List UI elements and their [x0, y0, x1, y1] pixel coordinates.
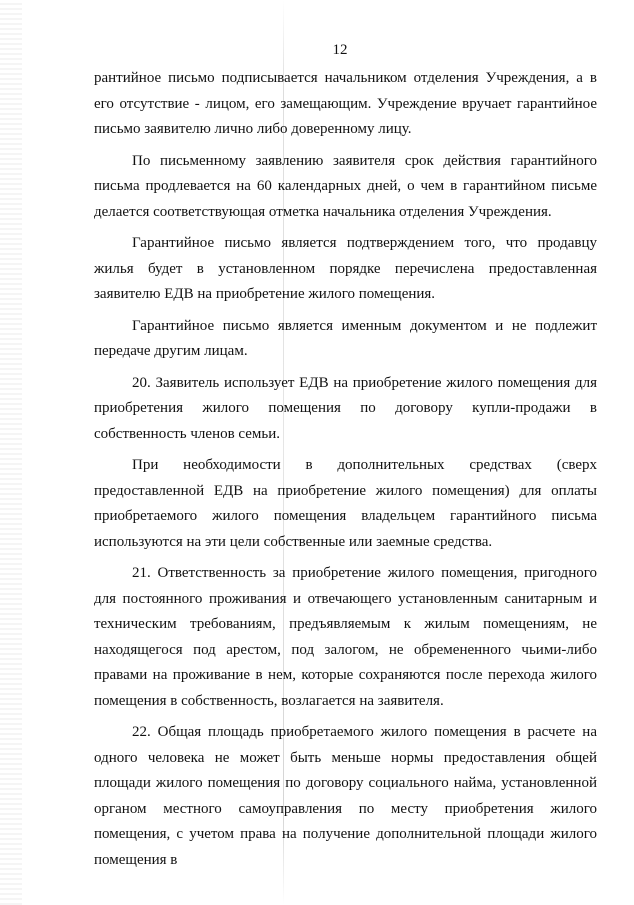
paragraph: Гарантийное письмо является подтверждением того, что продавцу жилья будет в установленном порядке перечислена предоставленная заявителю ЕДВ на приобретение жилого помещения. [94, 235, 597, 302]
paragraph: 20. Заявитель использует ЕДВ на приобретение жилого помещения для приобретения жилого помещения по договору купли-продажи в собственность членов семьи. [94, 374, 597, 442]
paragraph: Гарантийное письмо является именным документом и не подлежит передаче другим лицам. [94, 317, 597, 359]
paragraph: рантийное письмо подписывается начальником отделения Учреждения, а в его отсутствие - лицом, его замещающим. Учреждение вручает гарантийное письмо заявителю лично либо доверенному лицу. [94, 70, 597, 137]
paragraph: 22. Общая площадь приобретаемого жилого помещения в расчете на одного человека не может быть меньше нормы предоставления общей площади жилого помещения по договору социального найма, установленной органом местного самоуправления по месту приобретения жилого помещения, с учетом права на получение дополнительной площади жилого помещения в [94, 724, 597, 868]
document-body [94, 66, 597, 879]
page-number: 12 [332, 42, 348, 58]
paragraph: По письменному заявлению заявителя срок действия гарантийного письма продлевается на 60 календарных дней, о чем в гарантийном письме делается соответствующая отметка начальника отделения Учреждения. [94, 152, 597, 220]
scan-edge-artifact [0, 0, 22, 905]
paragraph: 21. Ответственность за приобретение жилого помещения, пригодного для постоянного проживания и отвечающего установленным санитарным и техническим требованиям, предъявляемым к жилым помещениям, не находящегося под арестом, под залогом, не обремененного чьими-либо правами на проживание в нем, которые сохраняются после перехода жилого помещения в собственность, возлагается на заявителя. [94, 565, 597, 709]
paragraph: При необходимости в дополнительных средствах (сверх предоставленной ЕДВ на приобретение жилого помещения) для оплаты приобретаемого жилого помещения владельцем гарантийного письма используются на эти цели собственные или заемные средства. [94, 457, 597, 550]
